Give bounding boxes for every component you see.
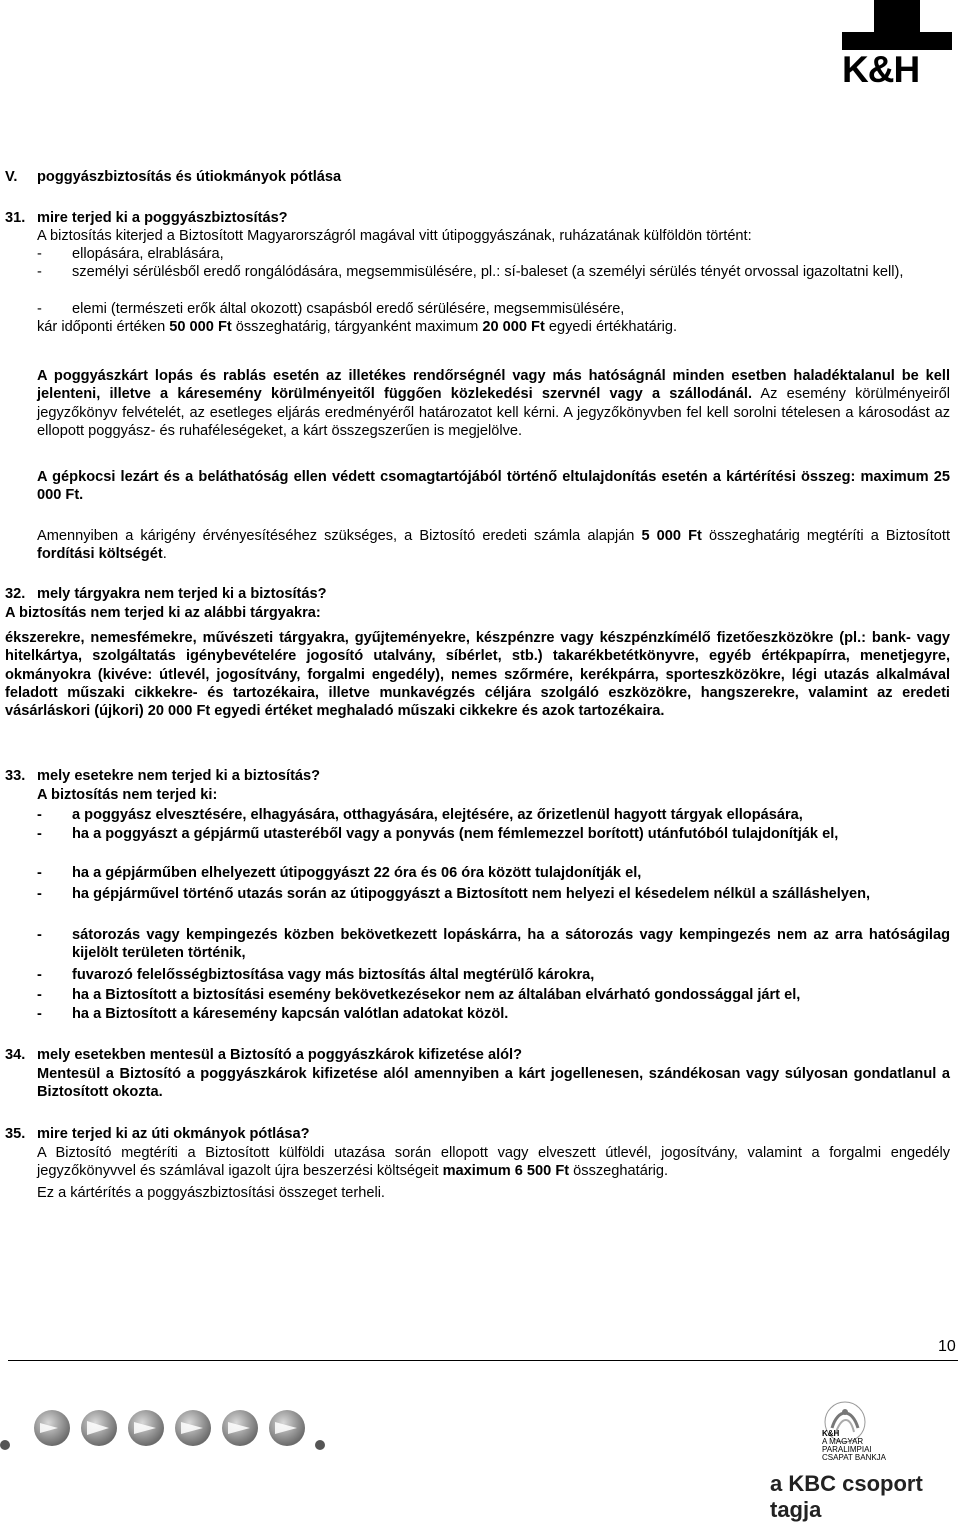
q35-text: összeghatárig. [569,1163,669,1180]
list-dash: - [37,264,42,280]
q31-item-3: elemi (természeti erők által okozott) csapásból eredő sérülésére, megsemmisülésére, [72,301,625,317]
limit-amount: 50 000 Ft [169,319,232,335]
kh-logo-text: K&H [842,49,920,90]
limit-item-amount: 20 000 Ft [482,319,545,335]
list-dash: - [37,246,42,262]
list-dash: - [37,987,42,1003]
list-dash: - [37,967,42,983]
translation-amount: 5 000 Ft [641,528,702,544]
limit-text: kár időponti értéken [37,319,170,335]
q31-title: mire terjed ki a poggyászbiztosítás? [37,210,288,226]
q35-text: A Biztosító megtéríti a Biztosított külföldi utazása során ellopott vagy elveszett útlevél, jogosítvány, valamint a forgalmi engedély jegyzőkönyvvel és számlával igazolt újra beszerzési költségeit [37,1145,950,1180]
police-rest: Az esemény körülményeiről jegyzőkönyv felvételét, az esetleges eljárás eredményéről határozatot kell kérni. A jegyzőkönyvben fel kell sorolni tételesen a károsodást az ellopott poggyász- és ruhaféleségeket, a kárt összegszerűen is megjelölve. [37,386,950,439]
q35-title: mire terjed ki az úti okmányok pótlása? [37,1126,310,1142]
paralimpia-line: K&H [822,1429,840,1438]
q31-intro: A biztosítás kiterjed a Biztosított Magyarországról magával vitt útipoggyászának, ruházatának külföldön történt: [37,228,752,244]
list-dash: - [37,886,42,902]
list-dash: - [37,865,42,881]
q31-paragraph-car: A gépkocsi lezárt és a beláthatóság ellen védett csomagtartójából történő eltulajdonítás esetén a kártérítési összeg: maximum 25 000 Ft. [37,469,950,504]
footer-divider [8,1360,958,1361]
limit-text: egyedi értékhatárig. [544,319,678,335]
list-dash: - [37,826,42,842]
q34-title: mely esetekben mentesül a Biztosító a poggyászkárok kifizetése alól? [37,1047,523,1063]
limit-text: összeghatárig, tárgyanként maximum [231,319,483,335]
q34-number: 34. [5,1047,26,1063]
q33-item-1: a poggyász elvesztésére, elhagyására, otthagyására, elejtésére, az őrizetlenül hagyott tárgyak ellopására, [72,807,803,823]
q32-title: mely tárgyakra nem terjed ki a biztosítás? [37,586,327,602]
q32-number: 32. [5,586,26,602]
q33-item-4: ha gépjárművel történő utazás során az útipoggyászt a Biztosított nem helyezi el késedelem nélkül a szálláshelyen, [72,886,871,902]
list-dash: - [37,927,42,943]
q31-number: 31. [5,210,26,226]
q33-item-5: sátorozás vagy kempingezés közben bekövetkezett lopáskárra, ha a sátorozás vagy kempingezés nem az arra hatóságilag kijelölt területen történik, [72,927,950,962]
paralimpia-text [822,1430,886,1462]
police-bold: A poggyászkárt lopás és rablás esetén az illetékes rendőrségnél vagy más hatóságnál minden esetben haladéktalanul be kell jelenteni, illetve a káresemény körülményeitől függően közlekedési szervnél vagy a szállodánál. [37,368,950,403]
kh-logo [836,0,956,90]
translation-text: összeghatárig megtéríti a Biztosított [701,528,950,544]
q31-limit [37,318,950,336]
translation-bold: fordítási költségét [37,546,163,563]
list-dash: - [37,807,42,823]
q35-line2: Ez a kártérítés a poggyászbiztosítási összeget terheli. [37,1185,385,1201]
q33-item-8: ha a Biztosított a káresemény kapcsán valótlan adatokat közöl. [72,1006,509,1022]
q33-item-7: ha a Biztosított a biztosítási esemény bekövetkezésekor nem az általában elvárható gondossággal járt el, [72,987,801,1003]
paralimpia-line: PARALIMPIAI [822,1445,872,1454]
list-dash: - [37,1006,42,1022]
q35-number: 35. [5,1126,26,1142]
q32-body: ékszerekre, nemesfémekre, művészeti tárgyakra, gyűjteményekre, készpénzre vagy készpénzkímélő fizetőeszközökre (pl.: bank- vagy hitelkártya, szolgáltatás igénybevételére jogosító utalvány, síbérlet, stb.) takarékbetétkönyvre, egyéb értékpapírra, menetjegyre, okmányokra (kivéve: útlevél, jogosítvány, forgalmi engedély), nemes szőrmére, kerékpárra, sporteszközökre, légi utazás alkalmával feladott műszaki cikkekre- és tartozékaira, illetve munkavégzés céljára szolgáló eszközökre, hangszerekre, valamint az eredeti vásárláskori (újkori) 20 000 Ft egyedi értéket meghaladó műszaki cikkekre és azok tartozékaira. [5,630,950,720]
q33-title: mely esetekre nem terjed ki a biztosítás? [37,768,321,784]
kbc-tagline: a KBC csoport tagja [770,1471,923,1522]
paralimpia-line: A MAGYAR [822,1437,864,1446]
q31-item-2: személyi sérülésből eredő rongálódására, megsemmisülésére, pl.: sí-baleset (a személyi sérülés tényét orvossal igazoltatni kell), [72,264,904,280]
translation-text: . [162,546,167,563]
q35-amount: maximum 6 500 Ft [442,1163,570,1180]
q33-item-6: fuvarozó felelősségbiztosítása vagy más biztosítás által megtérülő károkra, [72,967,595,983]
q33-item-2: ha a poggyászt a gépjármű utasteréből vagy a ponyvás (nem fémlemezzel borított) utánfutóból tulajdonítják el, [72,826,839,842]
arrow-right-icon [315,1440,325,1450]
q31-paragraph-translation [37,527,950,564]
q35-body [37,1144,950,1181]
section-title: poggyászbiztosítás és útiokmányok pótlása [37,169,342,185]
q33-number: 33. [5,768,26,784]
page-number: 10 [938,1338,956,1355]
list-dash: - [37,301,42,317]
q33-subtitle: A biztosítás nem terjed ki: [37,787,218,803]
section-number: V. [5,169,18,185]
q31-item-1: ellopására, elrablására, [72,246,224,262]
q32-subtitle: A biztosítás nem terjed ki az alábbi tárgyakra: [5,605,321,621]
q33-item-3: ha a gépjárműben elhelyezett útipoggyászt 22 óra és 06 óra között tulajdonítják el, [72,865,642,881]
paralimpia-line: CSAPAT BANKJA [822,1453,887,1462]
translation-text: Amennyiben a kárigény érvényesítéséhez szükséges, a Biztosító eredeti számla alapján [37,528,642,544]
q34-body: Mentesül a Biztosító a poggyászkárok kifizetése alól amennyiben a kárt jogellenesen, szándékosan vagy súlyosan gondatlanul a Biztosított okozta. [37,1066,950,1101]
q31-paragraph-police [37,367,950,440]
arrow-left-icon [0,1440,10,1450]
footer-circles [0,1395,330,1455]
